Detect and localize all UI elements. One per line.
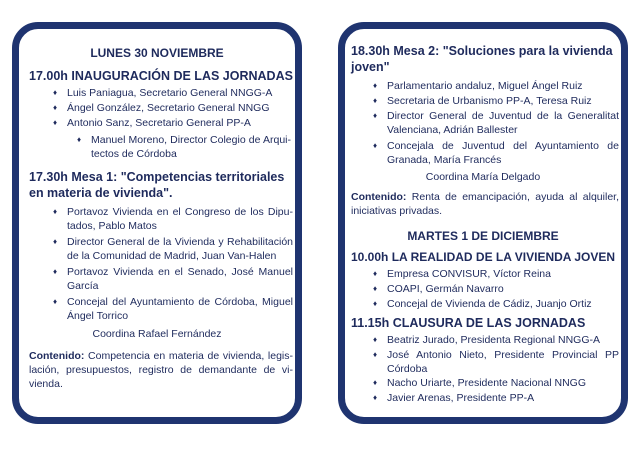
speaker-item: Javier Arenas, Presidente PP-A xyxy=(387,392,535,404)
diamond-bullet-icon: ♦ xyxy=(373,269,378,278)
left-program-panel xyxy=(12,22,302,424)
session-contents xyxy=(29,349,293,391)
session-title-mesa1-line2: en materia de vivienda". xyxy=(29,186,173,200)
speaker-item: Concejala de Juventud del Ayuntamiento de Granada, María Francés xyxy=(387,140,619,166)
diamond-bullet-icon: ♦ xyxy=(373,141,378,150)
speaker-item: COAPI, Germán Navarro xyxy=(387,283,504,295)
diamond-bullet-icon: ♦ xyxy=(53,103,58,112)
diamond-bullet-icon: ♦ xyxy=(373,284,378,293)
contenido-label: Contenido: xyxy=(29,350,85,362)
speaker-item: Concejal de Vivienda de Cádiz, Juanjo Ortiz xyxy=(387,298,592,310)
speaker-item: Director General de Juventud de la Generalitat Valenciana, Adrián Ballester xyxy=(387,110,619,136)
diamond-bullet-icon: ♦ xyxy=(373,111,378,120)
speaker-item: Manuel Moreno, Director Colegio de Arqui-tectos de Córdoba xyxy=(91,134,291,160)
speaker-item: Antonio Sanz, Secretario General PP-A xyxy=(67,117,251,129)
speaker-item: Director General de la Vivienda y Rehabilitación de la Comunidad de Madrid, Juan Van-Halen xyxy=(67,236,293,262)
diamond-bullet-icon: ♦ xyxy=(77,135,82,144)
diamond-bullet-icon: ♦ xyxy=(53,118,58,127)
session-contents xyxy=(351,190,619,218)
coordinator-line: Coordina Rafael Fernández xyxy=(92,328,222,340)
diamond-bullet-icon: ♦ xyxy=(53,207,58,216)
speaker-item: Parlamentario andaluz, Miguel Ángel Ruiz xyxy=(387,80,583,92)
day-heading-monday: LUNES 30 NOVIEMBRE xyxy=(90,46,224,60)
speaker-item: Luis Paniagua, Secretario General NNGG-A xyxy=(67,87,273,99)
speaker-item: Portavoz Vivienda en el Senado, José Manuel García xyxy=(67,266,293,292)
speaker-item: Beatriz Jurado, Presidenta Regional NNGG-A xyxy=(387,334,601,346)
diamond-bullet-icon: ♦ xyxy=(373,96,378,105)
contenido-label: Contenido: xyxy=(351,191,407,203)
speaker-item: Concejal del Ayuntamiento de Córdoba, Miguel Ángel Torrico xyxy=(67,296,293,322)
diamond-bullet-icon: ♦ xyxy=(53,88,58,97)
diamond-bullet-icon: ♦ xyxy=(373,393,378,402)
speaker-item: Ángel González, Secretario General NNGG xyxy=(67,102,270,114)
diamond-bullet-icon: ♦ xyxy=(373,81,378,90)
diamond-bullet-icon: ♦ xyxy=(53,297,58,306)
coordinator-line: Coordina María Delgado xyxy=(425,171,541,183)
diamond-bullet-icon: ♦ xyxy=(373,335,378,344)
session-title-mesa2-line2: joven" xyxy=(351,60,390,74)
right-program-panel xyxy=(338,22,628,424)
contenido-text: Competencia en materia de vivienda, legis-lación, presupuestos, registro de demandante de vi-vienda. xyxy=(29,350,293,390)
speaker-item: Secretaria de Urbanismo PP-A, Teresa Ruiz xyxy=(387,95,592,107)
diamond-bullet-icon: ♦ xyxy=(373,350,378,359)
speaker-item: Portavoz Vivienda en el Congreso de los Dipu-tados, Pablo Matos xyxy=(67,206,293,232)
contenido-text: Renta de emancipación, ayuda al alquiler, iniciativas privadas. xyxy=(351,191,619,217)
speaker-item: Empresa CONVISUR, Víctor Reina xyxy=(387,268,551,280)
session-title-mesa2-line1: 18.30h Mesa 2: "Soluciones para la vivienda xyxy=(351,44,613,58)
diamond-bullet-icon: ♦ xyxy=(53,237,58,246)
day-heading-tuesday: MARTES 1 DE DICIEMBRE xyxy=(407,229,559,243)
diamond-bullet-icon: ♦ xyxy=(373,378,378,387)
session-title-inauguracion: 17.00h INAUGURACIÓN DE LAS JORNADAS xyxy=(29,69,293,83)
session-title-mesa1-line1: 17.30h Mesa 1: "Competencias territoriales xyxy=(29,170,285,184)
session-title-clausura: 11.15h CLAUSURA DE LAS JORNADAS xyxy=(351,316,586,330)
speaker-item: José Antonio Nieto, Presidente Provincial PP Córdoba xyxy=(387,349,619,375)
diamond-bullet-icon: ♦ xyxy=(53,267,58,276)
speaker-item: Nacho Uriarte, Presidente Nacional NNGG xyxy=(387,377,586,389)
session-title-realidad: 10.00h LA REALIDAD DE LA VIVIENDA JOVEN xyxy=(351,250,616,264)
diamond-bullet-icon: ♦ xyxy=(373,299,378,308)
